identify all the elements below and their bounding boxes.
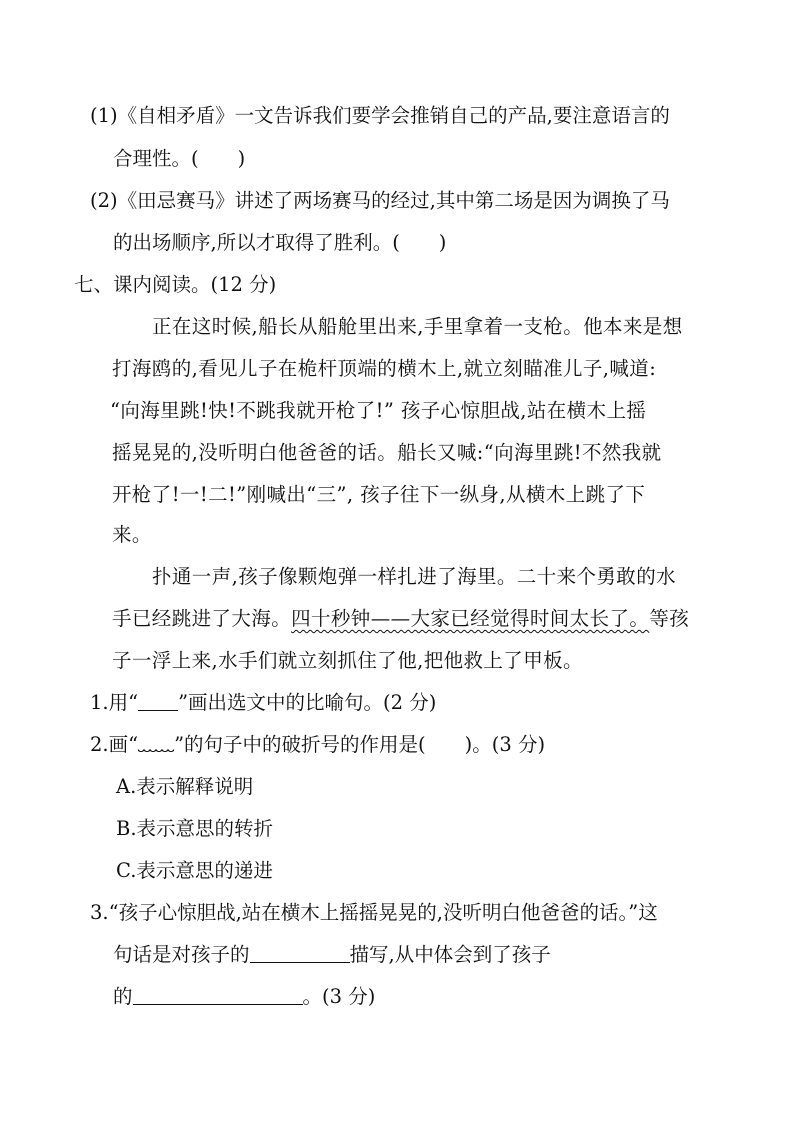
passage-line: 子一浮上来,水手们就立刻抓住了他,把他救上了甲板。 xyxy=(112,649,583,672)
question-2 xyxy=(90,731,545,759)
question-1-text: 1.用“ xyxy=(90,691,139,714)
question-3-text: 描写,从中体会到了孩子 xyxy=(349,943,551,966)
passage-line-with-wavy xyxy=(112,605,689,633)
question-3-text: 句话是对孩子的 xyxy=(113,943,250,966)
question-1 xyxy=(90,689,436,717)
passage-line: 摇晃晃的,没听明白他爸爸的话。船长又喊:“向海里跳!不然我就 xyxy=(112,441,662,464)
passage-line: 正在这时候,船长从船舱里出来,手里拿着一支枪。他本来是想 xyxy=(152,315,683,338)
passage-line: 来。 xyxy=(112,523,152,546)
option-c: C.表示意思的递进 xyxy=(116,859,273,882)
question-2-text: ”的句子中的破折号的作用是( )。(3 分) xyxy=(174,733,546,756)
q6-item-2-line-1: (2)《田忌赛马》讲述了两场赛马的经过,其中第二场是因为调换了马 xyxy=(90,189,670,212)
answer-blank[interactable] xyxy=(133,986,303,1005)
section-7-heading: 七、课内阅读。(12 分) xyxy=(74,273,277,296)
passage-line: 扑通一声,孩子像颗炮弹一样扎进了海里。二十来个勇敢的水 xyxy=(152,565,676,588)
passage-text: 手已经跳进了大海。 xyxy=(112,607,292,630)
question-3-text: 的 xyxy=(113,985,133,1008)
answer-blank[interactable] xyxy=(250,944,350,963)
passage-line: “向海里跳!快!不跳我就开枪了!” 孩子心惊胆战,站在横木上摇 xyxy=(110,399,647,422)
question-1-text: ”画出选文中的比喻句。(2 分) xyxy=(178,691,437,714)
option-a: A.表示解释说明 xyxy=(116,775,254,798)
wavy-line-mark xyxy=(138,740,174,754)
question-2-text: 2.画“ xyxy=(90,733,139,756)
passage-line: 打海鸥的,看见儿子在桅杆顶端的横木上,就立刻瞄准儿子,喊道: xyxy=(112,357,657,380)
q6-item-1-line-2: 合理性。( ) xyxy=(113,147,246,170)
passage-line: 开枪了!一!二!”刚喊出“三”, 孩子往下一纵身,从横木上跳了下 xyxy=(112,483,646,506)
question-3-text: 。(3 分) xyxy=(302,985,376,1008)
wavy-underlined-sentence: 四十秒钟——大家已经觉得时间太长了。 xyxy=(291,607,650,630)
passage-text: 等孩 xyxy=(649,607,690,630)
question-3-line-3 xyxy=(113,983,375,1011)
q6-item-2-line-2: 的出场顺序,所以才取得了胜利。( ) xyxy=(113,231,447,254)
straight-underline-mark xyxy=(138,692,178,711)
q6-item-1-line-1: (1)《自相矛盾》一文告诉我们要学会推销自己的产品,要注意语言的 xyxy=(90,104,670,127)
option-b: B.表示意思的转折 xyxy=(116,817,274,840)
question-3-line-1: 3.“孩子心惊胆战,站在横木上摇摇晃晃的,没听明白他爸爸的话。”这 xyxy=(90,901,658,924)
question-3-line-2 xyxy=(113,941,551,969)
